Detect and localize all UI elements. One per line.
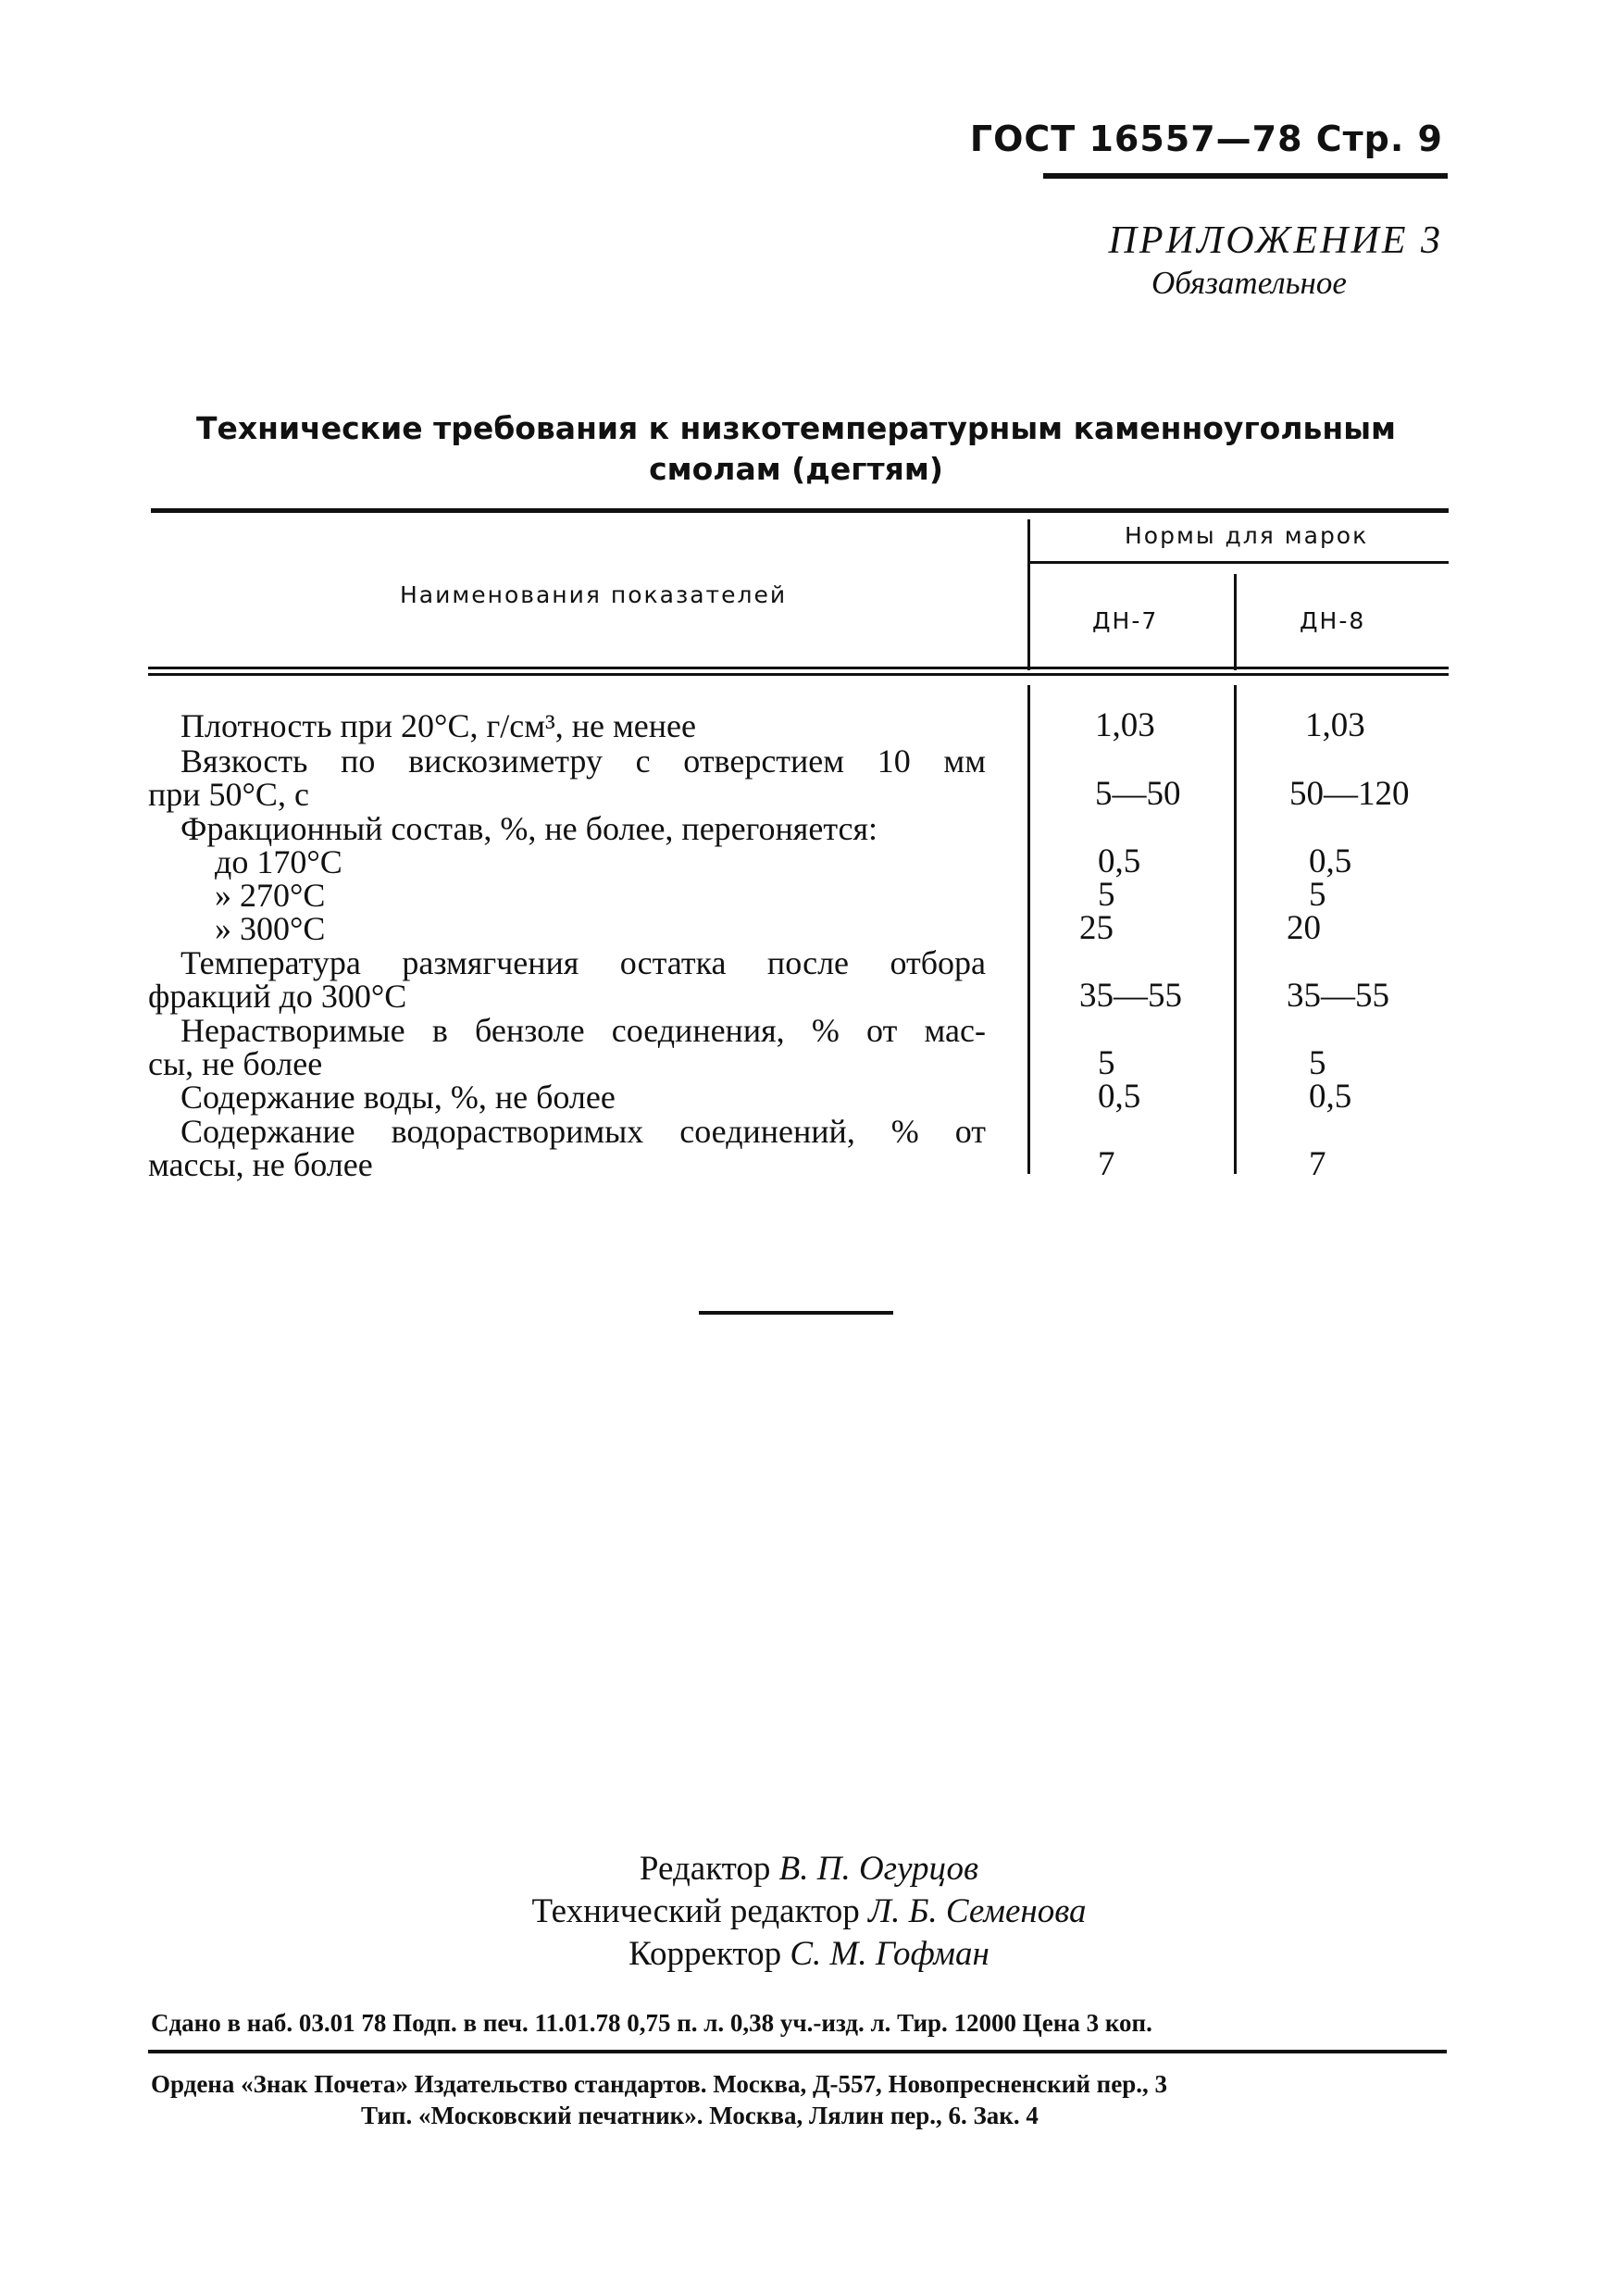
imprint-line-1: Сдано в наб. 03.01 78 Подп. в печ. 11.01.78 0,75 п. л. 0,38 уч.-изд. л. Тир. 12000 Цена 3 коп. <box>151 2009 1152 2037</box>
row-300-dn8: 20 <box>1287 909 1321 947</box>
credit-tech-editor-role: Технический редактор <box>531 1892 860 1930</box>
row-softening-dn8: 35—55 <box>1287 977 1389 1015</box>
row-insoluble-label-2: сы, не более <box>148 1045 323 1082</box>
row-270-dn7: 5 <box>1098 876 1115 914</box>
table-title-line-1: Технические требования к низкотемпературным каменноугольным <box>195 410 1397 446</box>
row-300-dn7: 25 <box>1079 909 1114 947</box>
row-270-label: » 270°C <box>215 877 326 914</box>
table-top-rule <box>151 508 1449 513</box>
row-viscosity-label-2: при 50°C, с <box>148 776 309 813</box>
row-softening-label-1: Температура размягчения остатка после отбора <box>180 944 986 981</box>
body-divider-right <box>1234 685 1237 1174</box>
row-soluble-dn8: 7 <box>1309 1145 1326 1183</box>
row-water-dn8: 0,5 <box>1309 1078 1352 1116</box>
grade-header-divider <box>1234 574 1237 670</box>
row-soluble-dn7: 7 <box>1098 1145 1115 1183</box>
row-fraction-label: Фракционный состав, %, не более, перегоняется: <box>180 810 878 847</box>
row-170-dn7: 0,5 <box>1098 842 1141 880</box>
credit-corrector <box>370 1933 1248 1976</box>
row-insoluble-dn7: 5 <box>1098 1044 1115 1082</box>
column-header-dn8: ДН-8 <box>1300 607 1366 634</box>
credit-editor <box>370 1848 1248 1890</box>
row-viscosity-label-1: Вязкость по вискозиметру с отверстием 10 мм <box>180 742 986 780</box>
document-reference: ГОСТ 16557—78 Стр. 9 <box>969 119 1443 159</box>
credit-corrector-role: Корректор <box>629 1935 782 1973</box>
row-water-label: Содержание воды, %, не более <box>180 1079 616 1116</box>
norms-header-rule <box>1027 561 1449 564</box>
credit-tech-editor-name: Л. Б. Семенова <box>868 1892 1087 1930</box>
section-separator <box>699 1311 893 1315</box>
appendix-status: Обязательное <box>1151 265 1347 301</box>
appendix-label: ПРИЛОЖЕНИЕ 3 <box>1108 219 1443 262</box>
credit-corrector-name: С. М. Гофман <box>790 1935 989 1973</box>
row-170-dn8: 0,5 <box>1309 842 1352 880</box>
row-softening-dn7: 35—55 <box>1079 977 1182 1015</box>
table-header-divider <box>1027 519 1030 670</box>
column-header-dn7: ДН-7 <box>1092 607 1159 634</box>
header-rule <box>1043 173 1448 179</box>
row-softening-label-2: фракций до 300°C <box>148 978 407 1015</box>
row-density-dn7: 1,03 <box>1095 706 1155 744</box>
row-270-dn8: 5 <box>1309 876 1326 914</box>
credit-editor-role: Редактор <box>639 1850 771 1888</box>
body-divider-left <box>1027 685 1030 1174</box>
imprint-line-3: Тип. «Московский печатник». Москва, Лялин пер., 6. Зак. 4 <box>361 2102 1039 2129</box>
row-170-label: до 170°C <box>215 843 342 880</box>
row-water-dn7: 0,5 <box>1098 1078 1141 1116</box>
row-soluble-label-1: Содержание водорастворимых соединений, % от <box>180 1113 986 1150</box>
table-title-line-2: смолам (дегтям) <box>649 451 943 487</box>
column-header-indicators: Наименования показателей <box>400 581 788 608</box>
row-insoluble-label-1: Нерастворимые в бензоле соединения, % от мас- <box>180 1012 986 1049</box>
row-soluble-label-2: массы, не более <box>148 1146 373 1183</box>
imprint-rule <box>148 2050 1447 2053</box>
row-300-label: » 300°C <box>215 910 326 947</box>
row-density-dn8: 1,03 <box>1305 706 1365 744</box>
credit-editor-name: В. П. Огурцов <box>778 1850 979 1888</box>
row-insoluble-dn8: 5 <box>1309 1044 1326 1082</box>
header-bottom-rule-1 <box>148 667 1449 669</box>
header-bottom-rule-2 <box>148 673 1449 676</box>
row-density-label: Плотность при 20°C, г/см³, не менее <box>180 707 696 744</box>
row-viscosity-dn7: 5—50 <box>1095 775 1181 813</box>
row-viscosity-dn8: 50—120 <box>1289 775 1410 813</box>
imprint-line-2: Ордена «Знак Почета» Издательство стандартов. Москва, Д-557, Новопресненский пер., 3 <box>151 2070 1167 2098</box>
credit-tech-editor <box>370 1890 1248 1933</box>
column-header-norms: Нормы для марок <box>1125 522 1369 549</box>
